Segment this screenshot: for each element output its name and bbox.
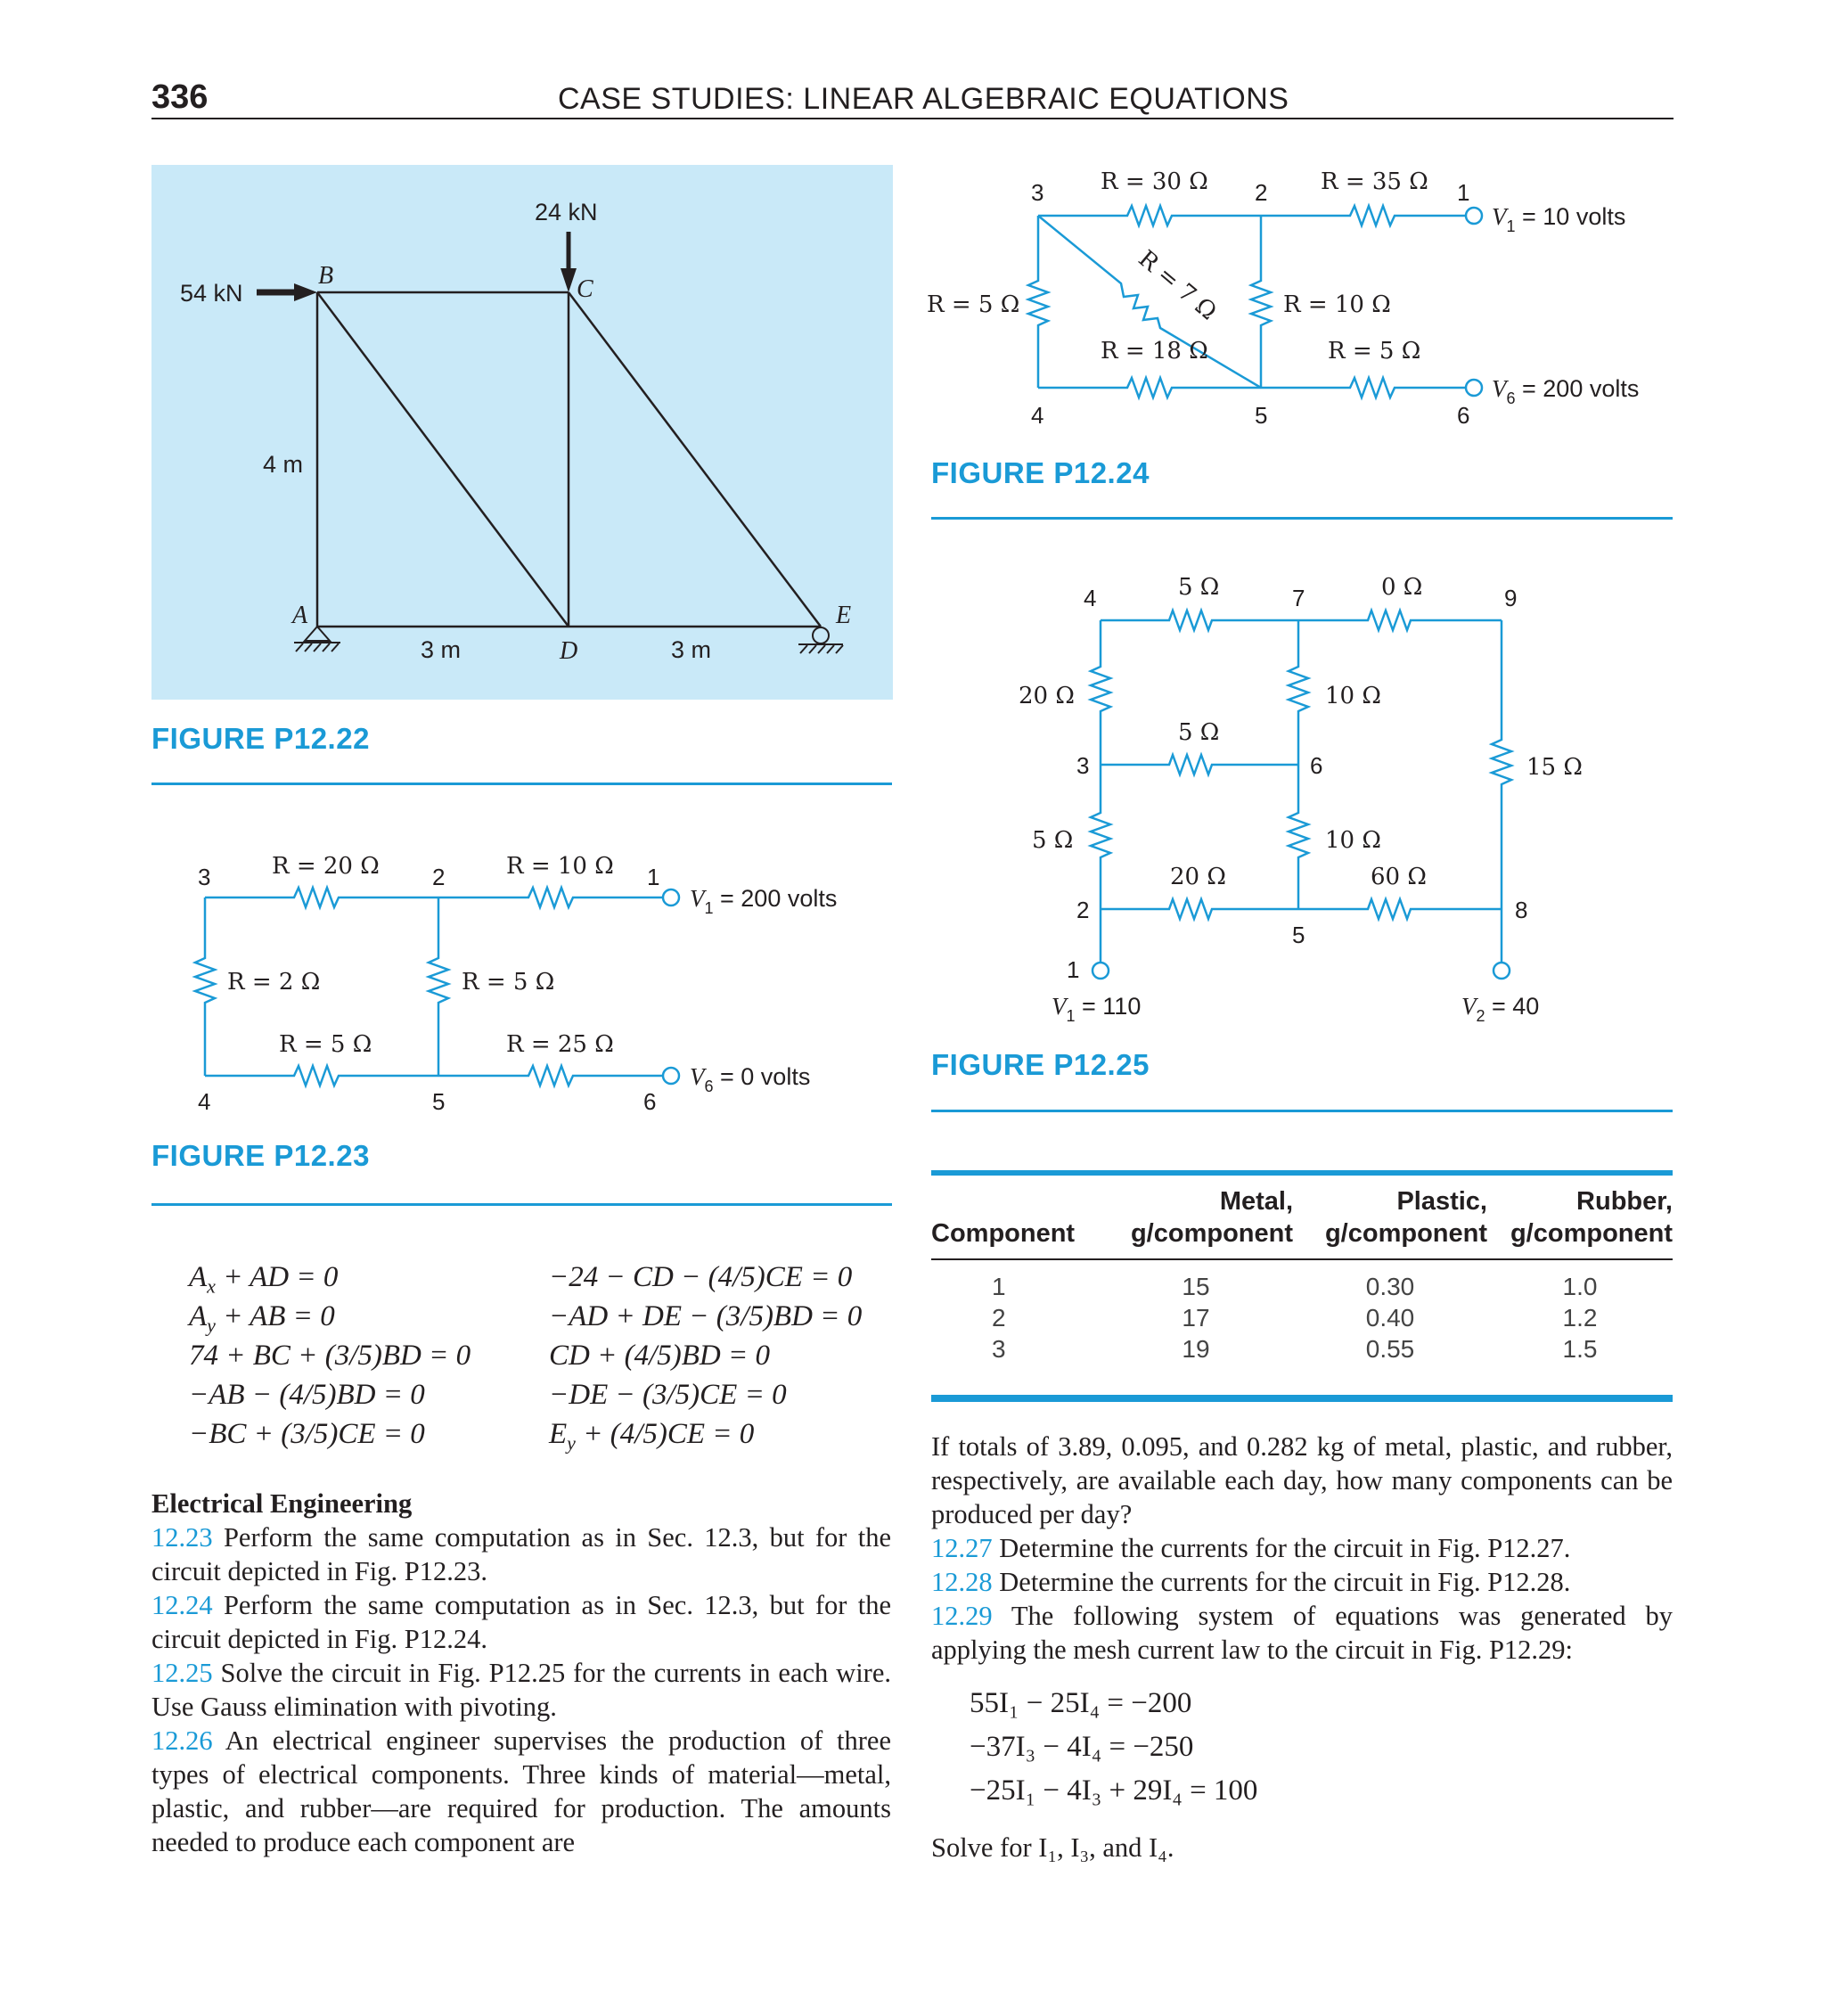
equation: −AB − (4/5)BD = 0 xyxy=(189,1379,425,1411)
problem-12-24: 12.24 Perform the same computation as in Sec. 12.3, but for the circuit depicted in Fig. P12.24. xyxy=(151,1590,891,1654)
table-header-row: Component Metal, g/component Plastic, g/component Rubber, g/component xyxy=(931,1187,1673,1248)
resistor-label-21: R = 10 Ω xyxy=(506,853,614,880)
voltage-v6-label: $V_6 = 200$ volts xyxy=(1492,375,1640,407)
caption-rule-22 xyxy=(151,783,892,785)
resistor-label-79: 0 Ω xyxy=(1381,574,1423,601)
node-6: 6 xyxy=(1457,402,1470,429)
node-C: C xyxy=(577,275,593,303)
resistor-label-32: R = 30 Ω xyxy=(1101,168,1208,195)
problem-12-25: 12.25 Solve the circuit in Fig. P12.25 for the currents in each wire. Use Gauss elimination with pivoting. xyxy=(151,1658,891,1722)
resistor-label-34: R = 2 Ω xyxy=(227,969,321,996)
mesh-equations xyxy=(970,1687,1257,1818)
equation: $A_y$ + AB = 0 xyxy=(189,1300,335,1337)
circuit-p12-24 xyxy=(918,160,1675,446)
right-column-text xyxy=(931,1430,1673,1667)
caption-fig-p12-22: FIGURE P12.22 xyxy=(151,722,370,755)
equation: −AD + DE − (3/5)BD = 0 xyxy=(549,1300,863,1332)
resistor-label-34: R = 5 Ω xyxy=(927,291,1020,318)
node-4: 4 xyxy=(198,1088,211,1115)
resistor-label-56: R = 5 Ω xyxy=(1328,338,1421,365)
resistor-label-45: R = 18 Ω xyxy=(1101,338,1208,365)
resistor-label-65: 10 Ω xyxy=(1325,827,1381,854)
voltage-v2-label: $V_2 = 40$ xyxy=(1461,993,1540,1025)
resistor-label-45: R = 5 Ω xyxy=(279,1031,372,1058)
resistor-label-35: R = 7 Ω xyxy=(1133,245,1222,326)
equation: CD + (4/5)BD = 0 xyxy=(549,1340,771,1372)
node-1: 1 xyxy=(1457,179,1470,206)
header-rule xyxy=(151,118,1674,119)
node-4: 4 xyxy=(1084,585,1097,611)
equation: −37I₃ − 4I₄ = −250 xyxy=(970,1731,1194,1763)
resistor-label-36: 5 Ω xyxy=(1178,719,1220,746)
section-heading: Electrical Engineering xyxy=(151,1488,413,1519)
node-5: 5 xyxy=(1255,402,1268,429)
left-column-text xyxy=(151,1487,891,1859)
node-D: D xyxy=(560,637,578,665)
node-3: 3 xyxy=(198,864,211,890)
caption-rule-23 xyxy=(151,1203,892,1206)
resistor-label-32: R = 20 Ω xyxy=(272,853,380,880)
table-row: 1 15 0.30 1.0 xyxy=(992,1273,1598,1300)
span-label-2: 3 m xyxy=(671,636,712,663)
node-9: 9 xyxy=(1504,585,1518,611)
caption-fig-p12-24: FIGURE P12.24 xyxy=(931,456,1150,489)
node-2: 2 xyxy=(1255,179,1268,206)
running-title: CASE STUDIES: LINEAR ALGEBRAIC EQUATIONS xyxy=(558,82,1289,116)
node-E: E xyxy=(836,602,852,629)
node-8: 8 xyxy=(1515,897,1528,923)
span-label-1: 3 m xyxy=(421,636,462,663)
equations-left xyxy=(189,1261,471,1457)
resistor-label-56: R = 25 Ω xyxy=(506,1031,614,1058)
resistor-label-25: R = 5 Ω xyxy=(462,969,555,996)
caption-rule-25 xyxy=(931,1110,1673,1112)
node-2: 2 xyxy=(432,864,446,890)
equation: −24 − CD − (4/5)CE = 0 xyxy=(549,1261,853,1293)
table-row: 3 19 0.55 1.5 xyxy=(992,1335,1598,1363)
circuit-p12-23 xyxy=(178,842,891,1127)
resistor-label-21: R = 35 Ω xyxy=(1321,168,1428,195)
node-1: 1 xyxy=(647,864,660,890)
node-3: 3 xyxy=(1031,179,1044,206)
truss-figure xyxy=(151,165,893,700)
node-6: 6 xyxy=(1310,752,1323,779)
caption-rule-24 xyxy=(931,517,1673,520)
node-5: 5 xyxy=(432,1088,446,1115)
equation: −DE − (3/5)CE = 0 xyxy=(549,1379,787,1411)
problem-12-26-continued: If totals of 3.89, 0.095, and 0.282 kg of metal, plastic, and rubber, respectively, are available each day, how many components can be produced per day? xyxy=(931,1431,1673,1529)
problem-12-23: 12.23 Perform the same computation as in Sec. 12.3, but for the circuit depicted in Fig. P12.23. xyxy=(151,1522,891,1586)
materials-table xyxy=(931,1185,1673,1364)
caption-fig-p12-23: FIGURE P12.23 xyxy=(151,1139,370,1172)
height-label: 4 m xyxy=(263,451,304,478)
node-A: A xyxy=(292,602,308,629)
load-left-label: 54 kN xyxy=(180,280,243,307)
problem-12-26: 12.26 An electrical engineer supervises the production of three types of electrical components. Three kinds of material—metal, plastic, and rubber—are required for production. The amounts needed to produce each component are xyxy=(151,1725,891,1857)
page-number: 336 xyxy=(151,78,209,116)
node-6: 6 xyxy=(643,1088,657,1115)
resistor-label-76: 10 Ω xyxy=(1325,683,1381,709)
resistor-label-32: 5 Ω xyxy=(1032,827,1074,854)
equation: −BC + (3/5)CE = 0 xyxy=(189,1418,425,1450)
circuit-p12-25 xyxy=(1007,570,1595,1034)
equation: −25I₁ − 4I₃ + 29I₄ = 100 xyxy=(970,1774,1258,1807)
node-7: 7 xyxy=(1292,585,1305,611)
voltage-v1-label: $V_1 = 200$ volts xyxy=(690,885,838,917)
problem-12-28: 12.28 Determine the currents for the circuit in Fig. P12.28. xyxy=(931,1567,1571,1597)
resistor-label-58: 60 Ω xyxy=(1371,864,1427,890)
node-1: 1 xyxy=(1067,956,1080,983)
equations-right xyxy=(549,1261,862,1457)
node-B: B xyxy=(318,262,334,290)
voltage-v1-label: $V_1 = 110$ xyxy=(1052,993,1142,1025)
equation: 55I₁ − 25I₄ = −200 xyxy=(970,1687,1192,1719)
table-top-rule xyxy=(931,1170,1673,1176)
equation: 74 + BC + (3/5)BD = 0 xyxy=(189,1340,471,1372)
caption-fig-p12-25: FIGURE P12.25 xyxy=(931,1048,1150,1081)
node-4: 4 xyxy=(1031,402,1044,429)
resistor-label-25: 20 Ω xyxy=(1170,864,1226,890)
closing-text: Solve for I₁, I₃, and I₄. xyxy=(931,1832,1174,1863)
resistor-label-25: R = 10 Ω xyxy=(1283,291,1391,318)
node-5: 5 xyxy=(1292,922,1305,948)
node-3: 3 xyxy=(1076,752,1090,779)
problem-12-29: 12.29 The following system of equations was generated by applying the mesh current law to the circuit in Fig. P12.29: xyxy=(931,1601,1673,1665)
equation: $A_x$ + AD = 0 xyxy=(189,1261,339,1298)
table-row: 2 17 0.40 1.2 xyxy=(992,1304,1598,1332)
resistor-label-43: 20 Ω xyxy=(1019,683,1075,709)
node-2: 2 xyxy=(1076,897,1090,923)
resistor-label-98: 15 Ω xyxy=(1526,754,1583,781)
resistor-label-47: 5 Ω xyxy=(1178,574,1220,601)
voltage-v6-label: $V_6 = 0$ volts xyxy=(690,1063,811,1095)
equation: $E_y + (4/5)CE = 0$ xyxy=(549,1418,755,1455)
problem-12-27: 12.27 Determine the currents for the circuit in Fig. P12.27. xyxy=(931,1533,1571,1563)
table-bottom-rule xyxy=(931,1395,1673,1402)
load-top-label: 24 kN xyxy=(535,199,598,225)
voltage-v1-label: $V_1 = 10$ volts xyxy=(1492,203,1626,235)
